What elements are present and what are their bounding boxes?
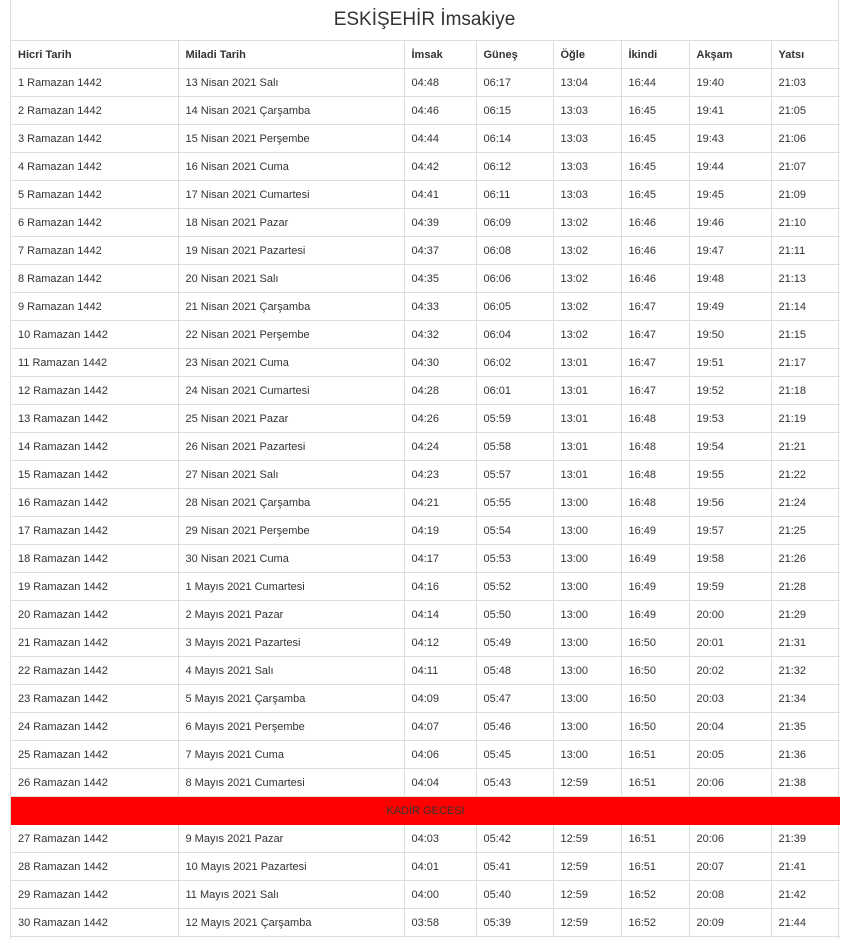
aksam-cell: 19:45 xyxy=(689,181,771,209)
miladi-tarih-cell: 1 Mayıs 2021 Cumartesi xyxy=(178,573,404,601)
ogle-cell: 12:59 xyxy=(553,881,621,909)
aksam-cell: 19:44 xyxy=(689,153,771,181)
gunes-cell: 06:04 xyxy=(476,321,553,349)
hicri-tarih-cell: 6 Ramazan 1442 xyxy=(11,209,178,237)
aksam-cell: 19:53 xyxy=(689,405,771,433)
imsak-cell: 04:21 xyxy=(404,489,476,517)
ikindi-cell: 16:46 xyxy=(621,237,689,265)
imsak-cell: 03:58 xyxy=(404,909,476,937)
ogle-cell: 12:59 xyxy=(553,853,621,881)
gunes-cell: 05:53 xyxy=(476,545,553,573)
gunes-cell: 05:46 xyxy=(476,713,553,741)
aksam-cell: 20:02 xyxy=(689,657,771,685)
miladi-tarih-cell: 3 Mayıs 2021 Pazartesi xyxy=(178,629,404,657)
ogle-cell: 13:01 xyxy=(553,433,621,461)
yatsi-cell: 21:25 xyxy=(771,517,840,545)
miladi-tarih-cell: 29 Nisan 2021 Perşembe xyxy=(178,517,404,545)
table-row xyxy=(11,125,840,153)
ikindi-cell: 16:52 xyxy=(621,881,689,909)
yatsi-cell: 21:44 xyxy=(771,909,840,937)
hicri-tarih-cell: 13 Ramazan 1442 xyxy=(11,405,178,433)
miladi-tarih-cell: 2 Mayıs 2021 Pazar xyxy=(178,601,404,629)
header-imsak: İmsak xyxy=(404,41,476,69)
ogle-cell: 12:59 xyxy=(553,909,621,937)
header-ikindi: İkindi xyxy=(621,41,689,69)
ogle-cell: 13:03 xyxy=(553,153,621,181)
ikindi-cell: 16:50 xyxy=(621,629,689,657)
gunes-cell: 05:58 xyxy=(476,433,553,461)
gunes-cell: 05:42 xyxy=(476,825,553,853)
yatsi-cell: 21:15 xyxy=(771,321,840,349)
ikindi-cell: 16:47 xyxy=(621,377,689,405)
ogle-cell: 13:00 xyxy=(553,741,621,769)
gunes-cell: 06:09 xyxy=(476,209,553,237)
yatsi-cell: 21:03 xyxy=(771,69,840,97)
yatsi-cell: 21:36 xyxy=(771,741,840,769)
ogle-cell: 13:02 xyxy=(553,265,621,293)
ogle-cell: 13:01 xyxy=(553,461,621,489)
miladi-tarih-cell: 27 Nisan 2021 Salı xyxy=(178,461,404,489)
hicri-tarih-cell: 27 Ramazan 1442 xyxy=(11,825,178,853)
aksam-cell: 20:07 xyxy=(689,853,771,881)
imsak-cell: 04:32 xyxy=(404,321,476,349)
aksam-cell: 20:00 xyxy=(689,601,771,629)
table-row xyxy=(11,265,840,293)
table-body xyxy=(11,69,840,937)
table-row xyxy=(11,713,840,741)
page-title: ESKİŞEHİR İmsakiye xyxy=(11,0,838,41)
aksam-cell: 19:54 xyxy=(689,433,771,461)
miladi-tarih-cell: 10 Mayıs 2021 Pazartesi xyxy=(178,853,404,881)
yatsi-cell: 21:17 xyxy=(771,349,840,377)
miladi-tarih-cell: 20 Nisan 2021 Salı xyxy=(178,265,404,293)
ogle-cell: 13:00 xyxy=(553,629,621,657)
yatsi-cell: 21:35 xyxy=(771,713,840,741)
gunes-cell: 06:14 xyxy=(476,125,553,153)
ikindi-cell: 16:48 xyxy=(621,461,689,489)
ogle-cell: 13:02 xyxy=(553,237,621,265)
imsak-cell: 04:24 xyxy=(404,433,476,461)
hicri-tarih-cell: 16 Ramazan 1442 xyxy=(11,489,178,517)
miladi-tarih-cell: 12 Mayıs 2021 Çarşamba xyxy=(178,909,404,937)
imsak-cell: 04:23 xyxy=(404,461,476,489)
ikindi-cell: 16:49 xyxy=(621,545,689,573)
ikindi-cell: 16:45 xyxy=(621,125,689,153)
table-row xyxy=(11,293,840,321)
aksam-cell: 20:05 xyxy=(689,741,771,769)
table-row xyxy=(11,517,840,545)
miladi-tarih-cell: 9 Mayıs 2021 Pazar xyxy=(178,825,404,853)
hicri-tarih-cell: 1 Ramazan 1442 xyxy=(11,69,178,97)
gunes-cell: 05:54 xyxy=(476,517,553,545)
ogle-cell: 13:00 xyxy=(553,489,621,517)
yatsi-cell: 21:31 xyxy=(771,629,840,657)
ogle-cell: 13:03 xyxy=(553,181,621,209)
hicri-tarih-cell: 2 Ramazan 1442 xyxy=(11,97,178,125)
aksam-cell: 19:47 xyxy=(689,237,771,265)
ikindi-cell: 16:50 xyxy=(621,713,689,741)
miladi-tarih-cell: 14 Nisan 2021 Çarşamba xyxy=(178,97,404,125)
aksam-cell: 19:46 xyxy=(689,209,771,237)
miladi-tarih-cell: 18 Nisan 2021 Pazar xyxy=(178,209,404,237)
table-row xyxy=(11,237,840,265)
hicri-tarih-cell: 17 Ramazan 1442 xyxy=(11,517,178,545)
table-row xyxy=(11,321,840,349)
table-row xyxy=(11,461,840,489)
imsak-cell: 04:41 xyxy=(404,181,476,209)
ogle-cell: 13:00 xyxy=(553,657,621,685)
aksam-cell: 19:51 xyxy=(689,349,771,377)
aksam-cell: 20:06 xyxy=(689,825,771,853)
gunes-cell: 06:02 xyxy=(476,349,553,377)
aksam-cell: 19:55 xyxy=(689,461,771,489)
ikindi-cell: 16:51 xyxy=(621,853,689,881)
imsak-cell: 04:09 xyxy=(404,685,476,713)
hicri-tarih-cell: 7 Ramazan 1442 xyxy=(11,237,178,265)
hicri-tarih-cell: 15 Ramazan 1442 xyxy=(11,461,178,489)
hicri-tarih-cell: 11 Ramazan 1442 xyxy=(11,349,178,377)
imsak-cell: 04:30 xyxy=(404,349,476,377)
ikindi-cell: 16:47 xyxy=(621,349,689,377)
yatsi-cell: 21:14 xyxy=(771,293,840,321)
hicri-tarih-cell: 28 Ramazan 1442 xyxy=(11,853,178,881)
hicri-tarih-cell: 9 Ramazan 1442 xyxy=(11,293,178,321)
ogle-cell: 13:02 xyxy=(553,209,621,237)
imsak-cell: 04:42 xyxy=(404,153,476,181)
gunes-cell: 05:45 xyxy=(476,741,553,769)
aksam-cell: 20:04 xyxy=(689,713,771,741)
gunes-cell: 06:12 xyxy=(476,153,553,181)
imsak-cell: 04:07 xyxy=(404,713,476,741)
ikindi-cell: 16:47 xyxy=(621,293,689,321)
ikindi-cell: 16:48 xyxy=(621,405,689,433)
ikindi-cell: 16:48 xyxy=(621,489,689,517)
hicri-tarih-cell: 8 Ramazan 1442 xyxy=(11,265,178,293)
yatsi-cell: 21:19 xyxy=(771,405,840,433)
yatsi-cell: 21:24 xyxy=(771,489,840,517)
gunes-cell: 05:43 xyxy=(476,769,553,797)
yatsi-cell: 21:39 xyxy=(771,825,840,853)
miladi-tarih-cell: 5 Mayıs 2021 Çarşamba xyxy=(178,685,404,713)
table-row xyxy=(11,909,840,937)
miladi-tarih-cell: 28 Nisan 2021 Çarşamba xyxy=(178,489,404,517)
table-row xyxy=(11,769,840,797)
aksam-cell: 19:52 xyxy=(689,377,771,405)
miladi-tarih-cell: 15 Nisan 2021 Perşembe xyxy=(178,125,404,153)
hicri-tarih-cell: 22 Ramazan 1442 xyxy=(11,657,178,685)
ikindi-cell: 16:51 xyxy=(621,769,689,797)
yatsi-cell: 21:07 xyxy=(771,153,840,181)
miladi-tarih-cell: 4 Mayıs 2021 Salı xyxy=(178,657,404,685)
miladi-tarih-cell: 22 Nisan 2021 Perşembe xyxy=(178,321,404,349)
hicri-tarih-cell: 25 Ramazan 1442 xyxy=(11,741,178,769)
imsak-cell: 04:01 xyxy=(404,853,476,881)
table-row xyxy=(11,349,840,377)
yatsi-cell: 21:21 xyxy=(771,433,840,461)
gunes-cell: 05:40 xyxy=(476,881,553,909)
imsak-cell: 04:35 xyxy=(404,265,476,293)
miladi-tarih-cell: 6 Mayıs 2021 Perşembe xyxy=(178,713,404,741)
table-row xyxy=(11,881,840,909)
ogle-cell: 13:02 xyxy=(553,293,621,321)
gunes-cell: 05:39 xyxy=(476,909,553,937)
table-row xyxy=(11,97,840,125)
table-row xyxy=(11,209,840,237)
yatsi-cell: 21:05 xyxy=(771,97,840,125)
hicri-tarih-cell: 21 Ramazan 1442 xyxy=(11,629,178,657)
miladi-tarih-cell: 7 Mayıs 2021 Cuma xyxy=(178,741,404,769)
gunes-cell: 05:47 xyxy=(476,685,553,713)
ikindi-cell: 16:51 xyxy=(621,741,689,769)
ikindi-cell: 16:46 xyxy=(621,265,689,293)
hicri-tarih-cell: 26 Ramazan 1442 xyxy=(11,769,178,797)
kadir-gecesi-row xyxy=(11,797,840,825)
yatsi-cell: 21:29 xyxy=(771,601,840,629)
imsak-cell: 04:00 xyxy=(404,881,476,909)
aksam-cell: 20:08 xyxy=(689,881,771,909)
gunes-cell: 06:17 xyxy=(476,69,553,97)
aksam-cell: 19:40 xyxy=(689,69,771,97)
aksam-cell: 20:09 xyxy=(689,909,771,937)
ikindi-cell: 16:51 xyxy=(621,825,689,853)
header-aksam: Akşam xyxy=(689,41,771,69)
yatsi-cell: 21:22 xyxy=(771,461,840,489)
imsak-cell: 04:17 xyxy=(404,545,476,573)
ikindi-cell: 16:49 xyxy=(621,517,689,545)
table-row xyxy=(11,629,840,657)
ogle-cell: 13:02 xyxy=(553,321,621,349)
table-row xyxy=(11,685,840,713)
ikindi-cell: 16:45 xyxy=(621,153,689,181)
header-ogle: Öğle xyxy=(553,41,621,69)
hicri-tarih-cell: 20 Ramazan 1442 xyxy=(11,601,178,629)
imsak-cell: 04:39 xyxy=(404,209,476,237)
aksam-cell: 19:41 xyxy=(689,97,771,125)
table-row xyxy=(11,69,840,97)
header-gunes: Güneş xyxy=(476,41,553,69)
aksam-cell: 20:03 xyxy=(689,685,771,713)
ogle-cell: 13:03 xyxy=(553,125,621,153)
table-row xyxy=(11,405,840,433)
miladi-tarih-cell: 8 Mayıs 2021 Cumartesi xyxy=(178,769,404,797)
aksam-cell: 19:59 xyxy=(689,573,771,601)
gunes-cell: 06:08 xyxy=(476,237,553,265)
yatsi-cell: 21:06 xyxy=(771,125,840,153)
imsak-cell: 04:44 xyxy=(404,125,476,153)
table-row xyxy=(11,601,840,629)
gunes-cell: 05:59 xyxy=(476,405,553,433)
gunes-cell: 05:50 xyxy=(476,601,553,629)
hicri-tarih-cell: 23 Ramazan 1442 xyxy=(11,685,178,713)
ogle-cell: 13:00 xyxy=(553,685,621,713)
yatsi-cell: 21:42 xyxy=(771,881,840,909)
aksam-cell: 19:58 xyxy=(689,545,771,573)
hicri-tarih-cell: 5 Ramazan 1442 xyxy=(11,181,178,209)
kadir-gecesi-label: KADİR GECESİ xyxy=(11,797,840,825)
ikindi-cell: 16:44 xyxy=(621,69,689,97)
imsak-cell: 04:04 xyxy=(404,769,476,797)
imsak-cell: 04:12 xyxy=(404,629,476,657)
ikindi-cell: 16:49 xyxy=(621,573,689,601)
miladi-tarih-cell: 24 Nisan 2021 Cumartesi xyxy=(178,377,404,405)
gunes-cell: 05:48 xyxy=(476,657,553,685)
miladi-tarih-cell: 26 Nisan 2021 Pazartesi xyxy=(178,433,404,461)
aksam-cell: 19:56 xyxy=(689,489,771,517)
ogle-cell: 13:04 xyxy=(553,69,621,97)
ikindi-cell: 16:46 xyxy=(621,209,689,237)
table-row xyxy=(11,573,840,601)
table-row xyxy=(11,377,840,405)
gunes-cell: 06:15 xyxy=(476,97,553,125)
yatsi-cell: 21:11 xyxy=(771,237,840,265)
imsak-cell: 04:06 xyxy=(404,741,476,769)
imsak-cell: 04:48 xyxy=(404,69,476,97)
imsak-cell: 04:33 xyxy=(404,293,476,321)
aksam-cell: 19:49 xyxy=(689,293,771,321)
gunes-cell: 06:06 xyxy=(476,265,553,293)
hicri-tarih-cell: 3 Ramazan 1442 xyxy=(11,125,178,153)
ikindi-cell: 16:50 xyxy=(621,657,689,685)
ikindi-cell: 16:50 xyxy=(621,685,689,713)
imsak-cell: 04:28 xyxy=(404,377,476,405)
imsak-cell: 04:26 xyxy=(404,405,476,433)
gunes-cell: 05:52 xyxy=(476,573,553,601)
imsak-cell: 04:19 xyxy=(404,517,476,545)
ikindi-cell: 16:49 xyxy=(621,601,689,629)
aksam-cell: 19:43 xyxy=(689,125,771,153)
gunes-cell: 06:11 xyxy=(476,181,553,209)
table-row xyxy=(11,181,840,209)
hicri-tarih-cell: 19 Ramazan 1442 xyxy=(11,573,178,601)
miladi-tarih-cell: 17 Nisan 2021 Cumartesi xyxy=(178,181,404,209)
ogle-cell: 13:01 xyxy=(553,377,621,405)
miladi-tarih-cell: 30 Nisan 2021 Cuma xyxy=(178,545,404,573)
yatsi-cell: 21:18 xyxy=(771,377,840,405)
ogle-cell: 13:00 xyxy=(553,601,621,629)
ogle-cell: 13:00 xyxy=(553,545,621,573)
yatsi-cell: 21:32 xyxy=(771,657,840,685)
imsakiye-table xyxy=(11,41,840,937)
gunes-cell: 05:57 xyxy=(476,461,553,489)
hicri-tarih-cell: 24 Ramazan 1442 xyxy=(11,713,178,741)
miladi-tarih-cell: 11 Mayıs 2021 Salı xyxy=(178,881,404,909)
aksam-cell: 20:01 xyxy=(689,629,771,657)
header-row xyxy=(11,41,840,69)
ogle-cell: 13:00 xyxy=(553,713,621,741)
ogle-cell: 12:59 xyxy=(553,825,621,853)
miladi-tarih-cell: 19 Nisan 2021 Pazartesi xyxy=(178,237,404,265)
miladi-tarih-cell: 16 Nisan 2021 Cuma xyxy=(178,153,404,181)
yatsi-cell: 21:28 xyxy=(771,573,840,601)
aksam-cell: 20:06 xyxy=(689,769,771,797)
hicri-tarih-cell: 12 Ramazan 1442 xyxy=(11,377,178,405)
yatsi-cell: 21:26 xyxy=(771,545,840,573)
gunes-cell: 06:05 xyxy=(476,293,553,321)
ogle-cell: 12:59 xyxy=(553,769,621,797)
miladi-tarih-cell: 23 Nisan 2021 Cuma xyxy=(178,349,404,377)
hicri-tarih-cell: 10 Ramazan 1442 xyxy=(11,321,178,349)
imsak-cell: 04:16 xyxy=(404,573,476,601)
table-row xyxy=(11,741,840,769)
imsak-cell: 04:03 xyxy=(404,825,476,853)
header-yatsi: Yatsı xyxy=(771,41,840,69)
table-row xyxy=(11,153,840,181)
gunes-cell: 05:49 xyxy=(476,629,553,657)
imsak-cell: 04:14 xyxy=(404,601,476,629)
ogle-cell: 13:01 xyxy=(553,405,621,433)
hicri-tarih-cell: 4 Ramazan 1442 xyxy=(11,153,178,181)
header-hicri-tarih: Hicri Tarih xyxy=(11,41,178,69)
ikindi-cell: 16:45 xyxy=(621,181,689,209)
ogle-cell: 13:03 xyxy=(553,97,621,125)
hicri-tarih-cell: 29 Ramazan 1442 xyxy=(11,881,178,909)
ikindi-cell: 16:47 xyxy=(621,321,689,349)
imsak-cell: 04:11 xyxy=(404,657,476,685)
ikindi-cell: 16:48 xyxy=(621,433,689,461)
aksam-cell: 19:48 xyxy=(689,265,771,293)
miladi-tarih-cell: 25 Nisan 2021 Pazar xyxy=(178,405,404,433)
imsakiye-panel xyxy=(10,0,839,939)
gunes-cell: 06:01 xyxy=(476,377,553,405)
aksam-cell: 19:50 xyxy=(689,321,771,349)
ikindi-cell: 16:45 xyxy=(621,97,689,125)
yatsi-cell: 21:10 xyxy=(771,209,840,237)
hicri-tarih-cell: 18 Ramazan 1442 xyxy=(11,545,178,573)
gunes-cell: 05:41 xyxy=(476,853,553,881)
hicri-tarih-cell: 30 Ramazan 1442 xyxy=(11,909,178,937)
table-row xyxy=(11,433,840,461)
yatsi-cell: 21:34 xyxy=(771,685,840,713)
table-row xyxy=(11,545,840,573)
imsak-cell: 04:37 xyxy=(404,237,476,265)
yatsi-cell: 21:41 xyxy=(771,853,840,881)
yatsi-cell: 21:13 xyxy=(771,265,840,293)
table-row xyxy=(11,657,840,685)
table-row xyxy=(11,489,840,517)
table-row xyxy=(11,853,840,881)
miladi-tarih-cell: 13 Nisan 2021 Salı xyxy=(178,69,404,97)
yatsi-cell: 21:38 xyxy=(771,769,840,797)
ogle-cell: 13:01 xyxy=(553,349,621,377)
ogle-cell: 13:00 xyxy=(553,517,621,545)
hicri-tarih-cell: 14 Ramazan 1442 xyxy=(11,433,178,461)
gunes-cell: 05:55 xyxy=(476,489,553,517)
ogle-cell: 13:00 xyxy=(553,573,621,601)
yatsi-cell: 21:09 xyxy=(771,181,840,209)
header-miladi-tarih: Miladi Tarih xyxy=(178,41,404,69)
ikindi-cell: 16:52 xyxy=(621,909,689,937)
aksam-cell: 19:57 xyxy=(689,517,771,545)
imsak-cell: 04:46 xyxy=(404,97,476,125)
miladi-tarih-cell: 21 Nisan 2021 Çarşamba xyxy=(178,293,404,321)
table-row xyxy=(11,825,840,853)
